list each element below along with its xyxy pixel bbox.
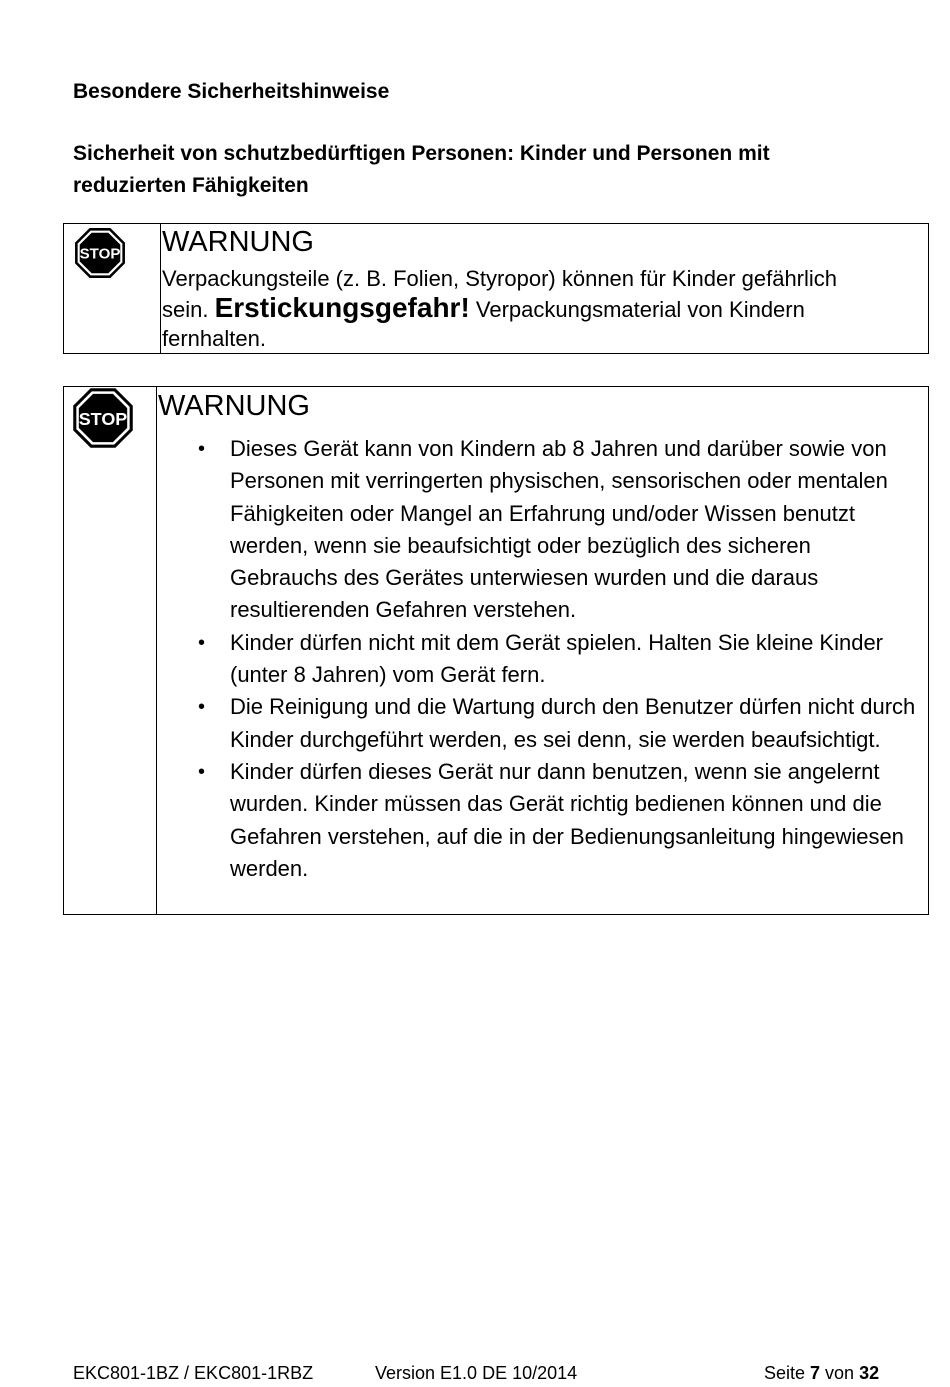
list-item: • Kinder dürfen nicht mit dem Gerät spielen. Halten Sie kleine Kinder (unter 8 Jahren) vom Gerät fern.: [158, 627, 928, 692]
page-mid: von: [820, 1363, 860, 1383]
warning-title: WARNUNG: [162, 226, 314, 258]
list-item: • Kinder dürfen dieses Gerät nur dann benutzen, wenn sie angelernt wurden. Kinder müssen das Gerät richtig bedienen können und die Gefahren verstehen, auf die in der Bedienungsanleitung hingewiesen werden.: [158, 756, 928, 885]
footer-model: EKC801-1BZ / EKC801-1RBZ: [73, 1363, 314, 1383]
page-number: 7: [810, 1363, 821, 1383]
warning-text-start: Verpackungsteile (z. B. Folien, Styropor) können für Kinder gefährlich sein.: [162, 266, 838, 322]
stop-label: STOP: [79, 245, 121, 263]
warning-box-children: [63, 386, 929, 915]
warning-list: [158, 433, 928, 885]
warning-icon-cell: [64, 224, 161, 353]
warning-title: WARNUNG: [158, 390, 310, 422]
page-prefix: Seite: [764, 1363, 811, 1383]
footer-version: Version E1.0 DE 10/2014: [375, 1363, 578, 1383]
warning-text-end: Verpackungsmaterial von Kindern fernhalten.: [162, 297, 805, 351]
warning-box-packaging: [63, 223, 929, 354]
section-heading: Besondere Sicherheitshinweise: [73, 80, 390, 103]
subsection-heading: Sicherheit von schutzbedürftigen Personen: Kinder und Personen mit reduzierten Fähigkeiten: [73, 142, 770, 197]
stop-label: STOP: [78, 408, 128, 429]
page-total: 32: [859, 1363, 880, 1383]
warning-text: [162, 264, 928, 353]
warning-emphasis: Erstickungsgefahr!: [214, 292, 470, 323]
stop-sign-icon: [74, 227, 126, 279]
warning-content: [157, 387, 928, 914]
warning-icon-cell: [64, 387, 157, 914]
footer-page: [764, 1363, 879, 1384]
warning-content: [161, 224, 928, 353]
list-item: • Die Reinigung und die Wartung durch den Benutzer dürfen nicht durch Kinder durchgeführt werden, es sei denn, sie werden beaufsichtigt.: [158, 691, 928, 756]
list-item: • Dieses Gerät kann von Kindern ab 8 Jahren und darüber sowie von Personen mit verringerten physischen, sensorischen oder mentalen Fähigkeiten oder Mangel an Erfahrung und/oder Wissen benutzt werden, wenn sie beaufsichtigt oder bezüglich des sicheren Gebrauchs des Gerätes unterwiesen wurden und die daraus resultierenden Gefahren verstehen.: [158, 433, 928, 627]
stop-sign-icon: [72, 387, 134, 449]
